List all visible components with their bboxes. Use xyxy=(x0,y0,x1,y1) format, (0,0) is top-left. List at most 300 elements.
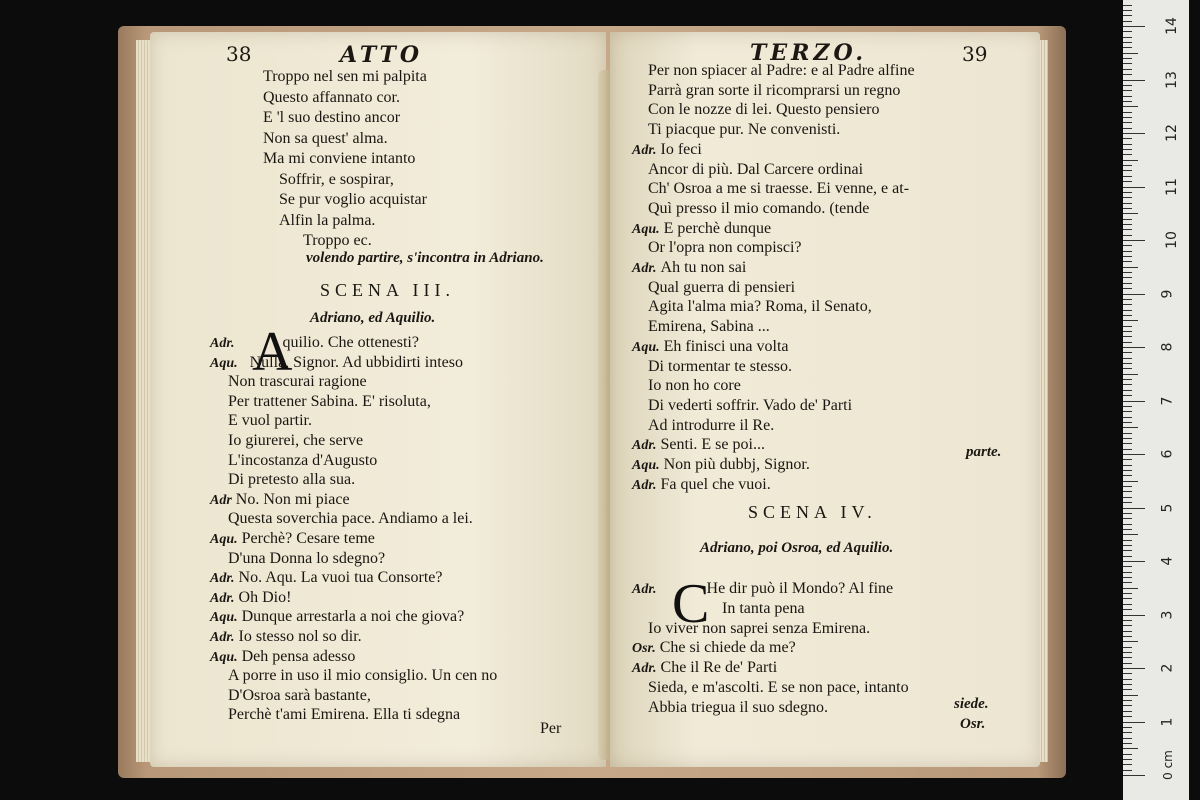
ruler-tick xyxy=(1123,513,1132,514)
line-text: Agita l'alma mia? Roma, il Senato, xyxy=(648,298,872,316)
line-text: Di vederti soffrir. Vado de' Parti xyxy=(648,396,853,414)
line-text: A porre in uso il mio consiglio. Un cen no xyxy=(228,667,498,685)
ruler-tick xyxy=(1123,315,1132,316)
ruler-number: 13 xyxy=(1163,70,1180,89)
ruler-tick xyxy=(1123,47,1132,48)
ruler-tick xyxy=(1123,759,1132,760)
ruler-tick xyxy=(1123,422,1132,423)
dialogue-line xyxy=(210,354,463,372)
ruler-tick xyxy=(1123,154,1132,155)
scene-cast: Adriano, poi Osroa, ed Aquilio. xyxy=(700,540,894,556)
ruler-tick xyxy=(1123,636,1132,637)
ruler-tick xyxy=(1123,620,1132,621)
ruler-number: 7 xyxy=(1159,396,1176,405)
ruler-tick xyxy=(1123,240,1145,241)
ruler-number: 10 xyxy=(1163,231,1180,249)
page-number: 38 xyxy=(226,42,252,66)
speaker-label: Adr xyxy=(210,492,232,508)
ruler-tick xyxy=(1123,310,1132,311)
speaker-label: Aqu. xyxy=(210,649,238,665)
ruler-tick xyxy=(1123,748,1138,749)
ruler-tick xyxy=(1123,374,1138,375)
ruler-tick xyxy=(1123,433,1132,434)
ruler-tick xyxy=(1123,722,1145,723)
ruler-tick xyxy=(1123,631,1132,632)
dialogue-line xyxy=(648,397,852,415)
ruler-tick xyxy=(1123,267,1138,268)
dialogue-line xyxy=(648,239,802,257)
ruler-tick xyxy=(1123,465,1132,466)
ruler-number: 14 xyxy=(1163,17,1180,35)
ruler-tick xyxy=(1123,577,1132,578)
dialogue-line xyxy=(632,141,702,159)
ruler-tick xyxy=(1123,470,1132,471)
line-text: Di pretesto alla sua. xyxy=(228,471,356,489)
speaker-label: Adr. xyxy=(632,661,657,677)
ruler-tick xyxy=(1123,609,1132,610)
line-text: Oh Dio! xyxy=(238,588,292,606)
ruler-tick xyxy=(1123,427,1138,428)
dialogue-line xyxy=(632,659,777,677)
ruler-tick xyxy=(1123,566,1132,567)
speaker-label: Aqu. xyxy=(210,532,238,547)
ruler-tick xyxy=(1123,727,1132,728)
ruler-tick xyxy=(1123,764,1132,765)
verse-line: Ma mi conviene intanto xyxy=(263,150,416,167)
dialogue-line xyxy=(648,161,863,179)
speaker-label: Adr. xyxy=(210,571,235,587)
line-text: Deh pensa adesso xyxy=(241,647,356,665)
catchword: Osr. xyxy=(960,716,986,732)
ruler-tick xyxy=(1123,705,1132,706)
dialogue-line xyxy=(648,101,880,119)
dialogue-line xyxy=(648,417,774,435)
ruler-tick xyxy=(1123,754,1132,755)
line-text: Io feci xyxy=(660,140,702,158)
ruler-tick xyxy=(1123,58,1132,59)
ruler-tick xyxy=(1123,336,1132,337)
ruler-tick xyxy=(1123,112,1132,113)
ruler-tick xyxy=(1123,42,1132,43)
ruler-tick xyxy=(1123,679,1132,680)
ruler-tick xyxy=(1123,711,1132,712)
line-text: Io viver non saprei senza Emirena. xyxy=(648,619,871,637)
line-text: Dunque arrestarla a noi che giova? xyxy=(241,608,465,626)
ruler-tick xyxy=(1123,524,1132,525)
verse-line: Questo affannato cor. xyxy=(263,88,400,106)
speaker-label: Adr. xyxy=(632,142,657,158)
ruler-tick xyxy=(1123,261,1132,262)
ruler-tick xyxy=(1123,743,1132,744)
ruler-tick xyxy=(1123,251,1132,252)
line-text: Abbia triegua il suo sdegno. xyxy=(648,698,828,716)
dialogue-line xyxy=(648,679,909,697)
ruler-tick xyxy=(1123,53,1138,54)
speaker-label: Adr. xyxy=(632,261,657,276)
ruler-tick xyxy=(1123,700,1132,701)
ruler-tick xyxy=(1123,176,1132,177)
ruler-tick xyxy=(1123,695,1138,696)
dialogue-line xyxy=(210,530,375,548)
ruler-tick xyxy=(1123,31,1132,32)
stage-direction: volendo partire, s'incontra in Adriano. xyxy=(306,250,544,266)
ruler-tick xyxy=(1123,502,1132,503)
ruler-tick xyxy=(1123,144,1132,145)
speaker-label: Adr. xyxy=(210,336,235,351)
ruler-number: 9 xyxy=(1159,289,1176,298)
line-text: Parrà gran sorte il ricomprarsi un regno xyxy=(648,81,901,99)
line-text: Ch' Osroa a me si traesse. Ei venne, e at- xyxy=(648,180,910,198)
dialogue-line xyxy=(648,318,770,336)
speaker-label: Adr. xyxy=(632,582,657,597)
measurement-ruler xyxy=(1123,0,1189,800)
ruler-tick xyxy=(1123,272,1132,273)
line-text: Ah tu non sai xyxy=(660,259,747,276)
ruler-tick xyxy=(1123,395,1132,396)
ruler-tick xyxy=(1123,203,1132,204)
ruler-tick xyxy=(1123,69,1132,70)
dialogue-line xyxy=(722,600,805,618)
line-text: Fa quel che vuoi. xyxy=(660,475,771,493)
ruler-tick xyxy=(1123,197,1132,198)
ruler-tick xyxy=(1123,529,1132,530)
ruler-tick xyxy=(1123,80,1145,81)
line-text: D'una Donna lo sdegno? xyxy=(228,549,386,567)
ruler-tick xyxy=(1123,406,1132,407)
line-text: Con le nozze di lei. Questo pensiero xyxy=(648,101,880,119)
speaker-label: Aqu. xyxy=(632,339,660,355)
page-number: 39 xyxy=(962,42,988,66)
dialogue-line xyxy=(648,180,909,198)
ruler-tick xyxy=(1123,593,1132,594)
dialogue-line xyxy=(210,648,355,666)
ruler-tick xyxy=(1123,390,1132,391)
ruler-tick xyxy=(1123,775,1145,776)
line-text: Che il Re de' Parti xyxy=(660,659,778,677)
verse-line: Non sa quest' alma. xyxy=(263,129,388,147)
dialogue-line xyxy=(632,456,810,474)
verse-line: E 'l suo destino ancor xyxy=(263,109,401,126)
dialogue-line xyxy=(648,200,869,218)
ruler-number: 11 xyxy=(1163,177,1180,196)
ruler-tick xyxy=(1123,352,1132,353)
line-text: Non più dubbj, Signor. xyxy=(663,456,810,473)
line-text: Ad introdurre il Re. xyxy=(648,416,775,434)
line-text: E perchè dunque xyxy=(663,219,772,237)
left-page xyxy=(150,32,606,767)
ruler-tick xyxy=(1123,90,1132,91)
verse-line: Troppo ec. xyxy=(303,232,372,249)
ruler-tick xyxy=(1123,331,1132,332)
ruler-tick xyxy=(1123,384,1132,385)
ruler-tick xyxy=(1123,229,1132,230)
ruler-tick xyxy=(1123,320,1138,321)
line-text: Io non ho core xyxy=(648,377,741,395)
dialogue-line xyxy=(632,580,893,598)
ruler-tick xyxy=(1123,277,1132,278)
ruler-tick xyxy=(1123,615,1145,616)
line-text: Quì presso il mio comando. (tende xyxy=(648,199,870,217)
ruler-tick xyxy=(1123,449,1132,450)
ruler-tick xyxy=(1123,534,1138,535)
dialogue-line xyxy=(228,432,363,450)
ruler-number: 6 xyxy=(1159,449,1176,459)
line-text: Ti piacque pur. Ne convenisti. xyxy=(648,121,841,139)
dialogue-line xyxy=(648,82,900,100)
line-text: Io stesso nol so dir. xyxy=(238,628,362,645)
exit-direction: parte. xyxy=(966,444,1002,460)
right-page xyxy=(610,32,1040,767)
ruler-tick xyxy=(1123,417,1132,418)
ruler-tick xyxy=(1123,598,1132,599)
ruler-tick xyxy=(1123,647,1132,648)
dialogue-line xyxy=(228,550,385,568)
ruler-tick xyxy=(1123,363,1132,364)
ruler-tick xyxy=(1123,411,1132,412)
speaker-label: Adr. xyxy=(632,438,657,454)
ruler-tick xyxy=(1123,358,1132,359)
ruler-number: 8 xyxy=(1159,342,1176,352)
ruler-tick xyxy=(1123,181,1132,182)
line-text: Sieda, e m'ascolti. E se non pace, intanto xyxy=(648,679,909,696)
ruler-tick xyxy=(1123,604,1132,605)
ruler-tick xyxy=(1123,283,1132,284)
ruler-tick xyxy=(1123,213,1138,214)
line-text: Per non spiacer al Padre: e al Padre alfine xyxy=(648,62,915,79)
ruler-tick xyxy=(1123,663,1132,664)
speaker-label: Aqu. xyxy=(632,221,660,237)
ruler-tick xyxy=(1123,288,1132,289)
ruler-tick xyxy=(1123,219,1132,220)
line-text: No. Non mi piace xyxy=(235,490,350,508)
ruler-tick xyxy=(1123,101,1132,102)
ruler-tick xyxy=(1123,149,1132,150)
line-text: Or l'opra non compisci? xyxy=(648,239,802,257)
speaker-label: Adr. xyxy=(210,630,235,645)
scene-heading: SCENA III. xyxy=(320,280,455,300)
line-text: Perchè t'ami Emirena. Ella ti sdegna xyxy=(228,706,461,724)
ruler-tick xyxy=(1123,652,1132,653)
dialogue-line xyxy=(648,62,915,80)
scene-cast: Adriano, ed Aquilio. xyxy=(310,310,436,326)
ruler-tick xyxy=(1123,224,1132,225)
dialogue-line xyxy=(228,687,371,705)
ruler-tick xyxy=(1123,588,1138,589)
ruler-tick xyxy=(1123,256,1132,257)
ruler-tick xyxy=(1123,625,1132,626)
ruler-tick xyxy=(1123,454,1145,455)
ruler-tick xyxy=(1123,106,1138,107)
ruler-tick xyxy=(1123,486,1132,487)
ruler-tick xyxy=(1123,689,1132,690)
dialogue-line xyxy=(648,699,828,717)
ruler-tick xyxy=(1123,133,1145,134)
verse-line: Soffrir, e sospirar, xyxy=(279,170,394,188)
line-text: Di tormentar te stesso. xyxy=(648,357,792,375)
ruler-tick xyxy=(1123,160,1138,161)
line-text: Questa soverchia pace. Andiamo a lei. xyxy=(228,510,473,528)
line-text: Ancor di più. Dal Carcere ordinai xyxy=(648,160,864,178)
stage-direction: siede. xyxy=(954,696,989,712)
dialogue-line xyxy=(632,476,771,494)
ruler-tick xyxy=(1123,96,1132,97)
ruler-tick xyxy=(1123,550,1132,551)
ruler-tick xyxy=(1123,545,1132,546)
speaker-label: Aqu. xyxy=(632,458,660,473)
verse-line: Alfin la palma. xyxy=(279,211,376,229)
verse-line: Se pur voglio acquistar xyxy=(279,191,427,208)
line-text: Che si chiede da me? xyxy=(659,639,796,657)
speaker-label: Aqu. xyxy=(210,610,238,626)
dialogue-line xyxy=(228,471,355,489)
line-text: Io giurerei, che serve xyxy=(228,432,364,449)
ruler-number: 5 xyxy=(1159,503,1176,512)
line-text: No. Aqu. La vuoi tua Consorte? xyxy=(238,569,443,587)
ruler-tick xyxy=(1123,641,1138,642)
dialogue-line xyxy=(210,589,291,607)
ruler-tick xyxy=(1123,497,1132,498)
ruler-tick xyxy=(1123,299,1132,300)
ruler-tick xyxy=(1123,518,1132,519)
dialogue-line xyxy=(228,373,367,391)
dialogue-line xyxy=(632,259,746,277)
dialogue-line xyxy=(632,338,788,356)
ruler-tick xyxy=(1123,187,1145,188)
ruler-number: 1 xyxy=(1159,717,1176,726)
ruler-tick xyxy=(1123,74,1132,75)
ruler-tick xyxy=(1123,770,1132,771)
dialogue-line xyxy=(648,377,741,395)
ruler-tick xyxy=(1123,475,1132,476)
dialogue-line xyxy=(228,667,497,685)
line-text: Non trascurai ragione xyxy=(228,373,367,391)
ruler-tick xyxy=(1123,165,1132,166)
dialogue-line xyxy=(632,436,765,454)
line-text: D'Osroa sarà bastante, xyxy=(228,686,371,704)
dialogue-line xyxy=(632,220,771,238)
ruler-tick xyxy=(1123,138,1132,139)
dialogue-line xyxy=(210,491,350,509)
ruler-tick xyxy=(1123,192,1132,193)
ruler-number: 2 xyxy=(1159,663,1176,673)
speaker-label: Aqu. xyxy=(210,355,238,371)
ruler-tick xyxy=(1123,208,1132,209)
ruler-tick xyxy=(1123,716,1132,717)
ruler-tick xyxy=(1123,379,1132,380)
dialogue-line xyxy=(210,628,362,646)
ruler-number: 3 xyxy=(1159,610,1176,619)
ruler-tick xyxy=(1123,326,1132,327)
ruler-tick xyxy=(1123,342,1132,343)
line-text: He dir può il Mondo? Al fine xyxy=(706,580,894,597)
ruler-tick xyxy=(1123,438,1132,439)
ruler-tick xyxy=(1123,732,1132,733)
ruler-tick xyxy=(1123,117,1132,118)
dialogue-line xyxy=(648,358,792,376)
ruler-tick xyxy=(1123,481,1138,482)
ruler-tick xyxy=(1123,684,1132,685)
ruler-tick xyxy=(1123,235,1132,236)
catchword: Per xyxy=(540,720,562,737)
ruler-tick xyxy=(1123,21,1132,22)
ruler-tick xyxy=(1123,459,1132,460)
ruler-tick xyxy=(1123,347,1145,348)
speaker-label: Adr. xyxy=(210,590,235,606)
drop-cap: A xyxy=(252,321,293,383)
ruler-tick xyxy=(1123,673,1132,674)
ruler-tick xyxy=(1123,540,1132,541)
ruler-tick xyxy=(1123,294,1145,295)
line-text: Nulla, Signor. Ad ubbidirti inteso xyxy=(249,353,463,371)
dialogue-line xyxy=(210,608,464,626)
ruler-tick xyxy=(1123,657,1132,658)
dialogue-line xyxy=(210,334,419,352)
dialogue-line xyxy=(228,412,312,430)
ruler-tick xyxy=(1123,128,1132,129)
line-text: quilio. Che ottenesti? xyxy=(282,334,419,351)
line-text: Senti. E se poi... xyxy=(660,436,765,454)
line-text: Eh finisci una volta xyxy=(663,337,789,355)
ruler-tick xyxy=(1123,26,1145,27)
ruler-tick xyxy=(1123,10,1132,11)
ruler-tick xyxy=(1123,85,1132,86)
running-header: TERZO. xyxy=(750,40,868,66)
line-text: Emirena, Sabina ... xyxy=(648,318,770,336)
ruler-tick xyxy=(1123,668,1145,669)
ruler-tick xyxy=(1123,443,1132,444)
ruler-tick xyxy=(1123,245,1132,246)
line-text: In tanta pena xyxy=(722,599,805,617)
ruler-tick xyxy=(1123,508,1145,509)
scene-heading: SCENA IV. xyxy=(748,502,877,522)
line-text: Perchè? Cesare teme xyxy=(241,530,375,547)
dialogue-line xyxy=(648,620,870,638)
ruler-tick xyxy=(1123,738,1132,739)
ruler-tick xyxy=(1123,15,1132,16)
dialogue-line xyxy=(228,452,377,470)
dialogue-line xyxy=(648,298,872,316)
ruler-number: 12 xyxy=(1163,124,1180,142)
drop-cap: C xyxy=(672,573,710,635)
speaker-label: Adr. xyxy=(632,477,657,493)
line-text: Per trattener Sabina. E' risoluta, xyxy=(228,392,431,410)
line-text: Qual guerra di pensieri xyxy=(648,278,796,296)
dialogue-line xyxy=(648,279,795,297)
verse-line: Troppo nel sen mi palpita xyxy=(263,68,427,85)
ruler-tick xyxy=(1123,561,1145,562)
running-header: ATTO xyxy=(340,42,423,68)
ruler-unit-label: 0 cm xyxy=(1160,750,1175,780)
ruler-tick xyxy=(1123,170,1132,171)
line-text: L'incostanza d'Augusto xyxy=(228,451,378,469)
dialogue-line xyxy=(210,569,442,587)
ruler-tick xyxy=(1123,582,1132,583)
ruler-tick xyxy=(1123,63,1132,64)
ruler-tick xyxy=(1123,5,1132,6)
ruler-tick xyxy=(1123,572,1132,573)
dialogue-line xyxy=(228,510,473,528)
speaker-label: Osr. xyxy=(632,641,656,657)
ruler-tick xyxy=(1123,556,1132,557)
dialogue-line xyxy=(228,706,460,724)
ruler-tick xyxy=(1123,304,1132,305)
ruler-tick xyxy=(1123,122,1132,123)
ruler-tick xyxy=(1123,37,1132,38)
dialogue-line xyxy=(228,393,431,411)
ruler-number: 4 xyxy=(1159,556,1176,566)
dialogue-line xyxy=(632,639,796,657)
dialogue-line xyxy=(648,121,840,139)
